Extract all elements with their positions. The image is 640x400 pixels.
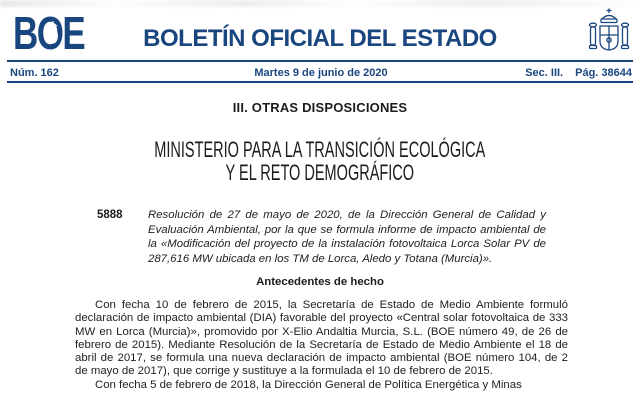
gazette-title: BOLETÍN OFICIAL DEL ESTADO	[143, 25, 497, 52]
masthead-divider-top	[7, 60, 633, 62]
section-page-ref	[477, 67, 633, 79]
ministry-heading-line1: MINISTERIO PARA LA TRANSICIÓN ECOLÓGICA	[154, 137, 486, 162]
body-paragraph-1: Con fecha 10 de febrero de 2015, la Secretaría de Estado de Medio Ambiente formuló declaración de impacto ambiental (DIA) favorable del proyecto «Central solar fotovoltaica de 333 MW en Lorca (Murcia)», promovido por X-Elio Andaltia Murcia, S.L. (BOE número 49, de 26 de febrero de 2015). Mediante Resolución de la Secretaría de Estado de Medio Ambiente el 18 de abril de 2017, se formula una nueva declaración de impacto ambiental (BOE número 104, de 2 de mayo de 2017), que corrige y sustituye a la formulada el 10 de febrero de 2015.	[75, 299, 568, 378]
antecedentes-body	[75, 299, 568, 392]
antecedentes-subheading: Antecedentes de hecho	[256, 276, 384, 288]
section-heading: III. OTRAS DISPOSICIONES	[232, 100, 408, 115]
spain-coat-of-arms-icon	[588, 7, 630, 64]
page-ref: Pág. 38644	[575, 66, 632, 79]
boe-logo-text: BOE	[13, 11, 85, 57]
resolution-summary: Resolución de 27 de mayo de 2020, de la Dirección General de Calidad y Evaluación Ambiental, por la que se formula informe de impacto ambiental de la «Modificación del proyecto de la instalación fotovoltaica Lorca Solar PV de 287,616 MW ubicada en los TM de Lorca, Aledo y Totana (Murcia)».	[148, 209, 546, 265]
disposition-number: 5888	[97, 209, 123, 221]
issue-info-bar	[10, 65, 632, 80]
issue-number: Núm. 162	[10, 66, 59, 79]
masthead-divider-bottom	[7, 81, 633, 83]
section-ref: Sec. III.	[525, 66, 564, 79]
ministry-heading-line2: Y EL RETO DEMOGRÁFICO	[225, 159, 415, 185]
body-paragraph-2-clipped: Con fecha 5 de febrero de 2018, la Dirección General de Política Energética y Minas	[95, 378, 522, 391]
scan-artifact	[0, 0, 640, 7]
ministry-heading	[0, 139, 640, 184]
issue-date: Martes 9 de junio de 2020	[254, 66, 388, 79]
